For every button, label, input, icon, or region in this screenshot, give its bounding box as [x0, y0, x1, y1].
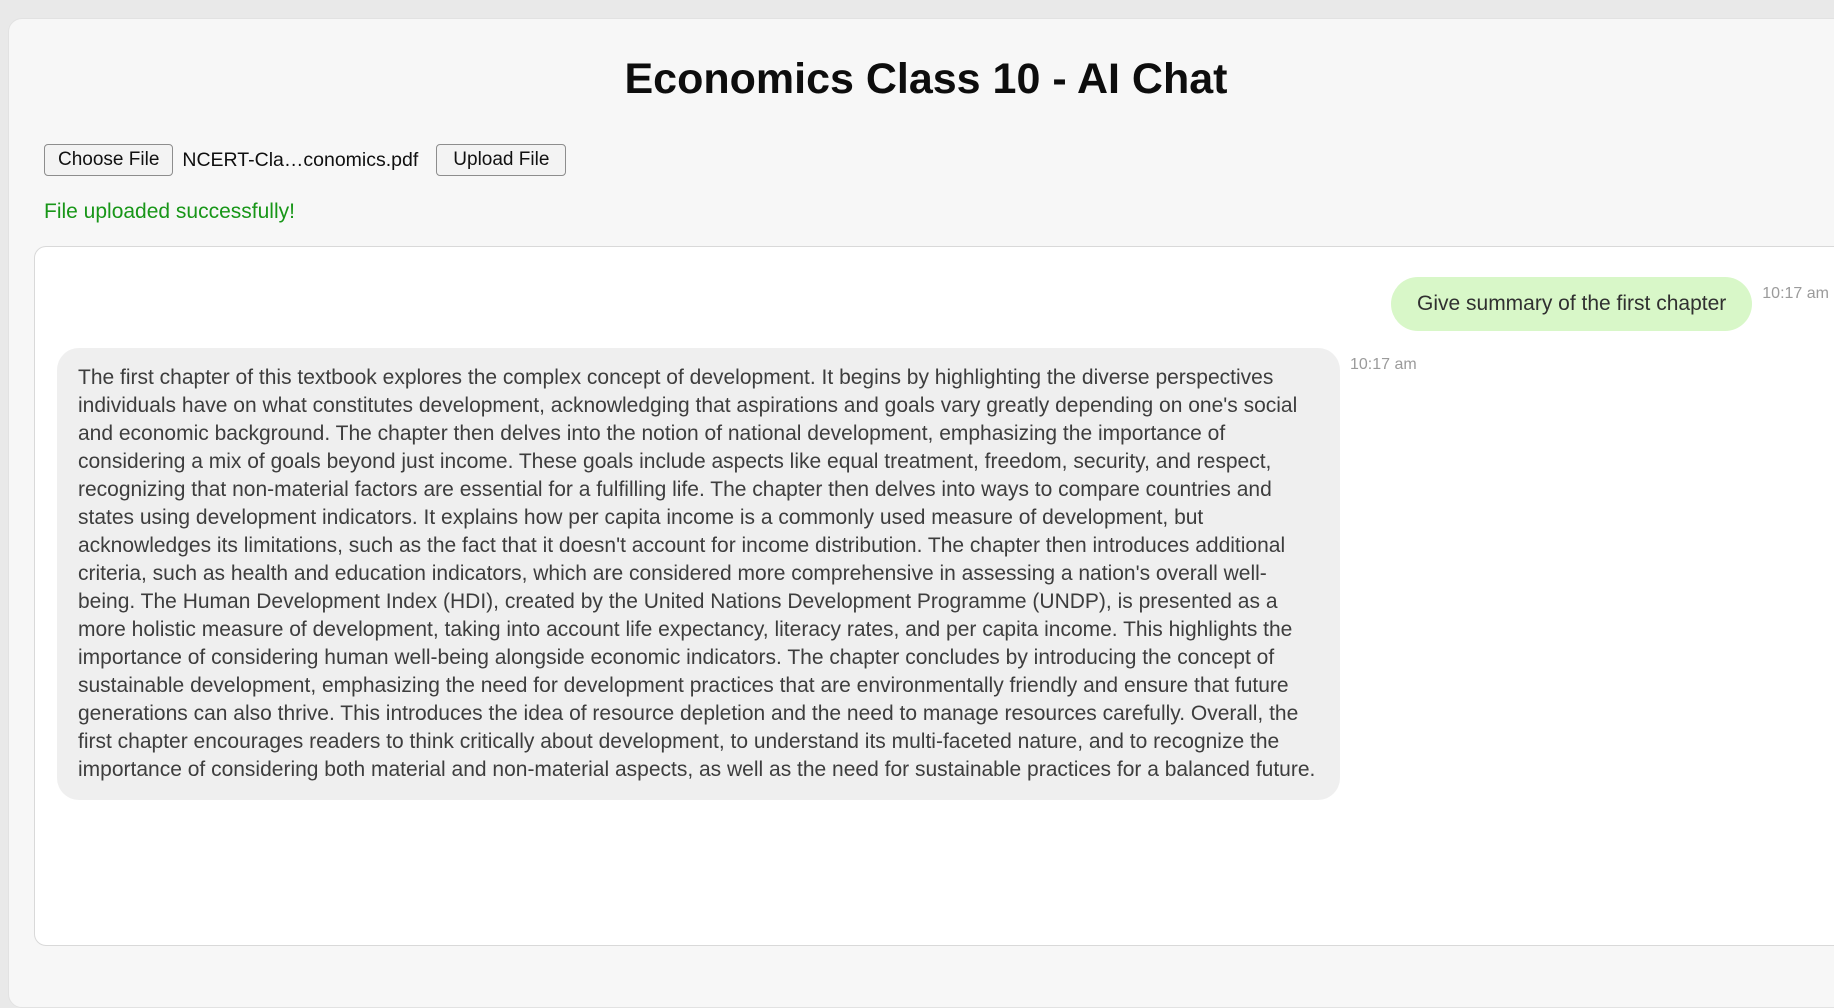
chat-message-assistant [57, 348, 1829, 800]
user-message-timestamp: 10:17 am [1762, 285, 1829, 303]
upload-file-button[interactable]: Upload File [436, 144, 566, 176]
chat-message-user [57, 277, 1829, 331]
choose-file-button[interactable]: Choose File [44, 144, 173, 176]
upload-status-message: File uploaded successfully! [44, 200, 295, 224]
app-panel [8, 18, 1834, 1008]
assistant-message-timestamp: 10:17 am [1350, 356, 1417, 374]
chat-message-list[interactable] [34, 246, 1834, 946]
file-upload-row [44, 144, 1834, 176]
assistant-message-bubble: The first chapter of this textbook explores the complex concept of development. It begins by highlighting the diverse perspectives individuals have on what constitutes development, acknowledging that aspirations and goals vary greatly depending on one's social and economic background. The chapter then delves into the notion of national development, emphasizing the importance of considering a mix of goals beyond just income. These goals include aspects like equal treatment, freedom, security, and respect, recognizing that non-material factors are essential for a fulfilling life. The chapter then delves into ways to compare countries and states using development indicators. It explains how per capita income is a commonly used measure of development, but acknowledges its limitations, such as the fact that it doesn't account for income distribution. The chapter then introduces additional criteria, such as health and education indicators, which are considered more comprehensive in assessing a nation's overall well-being. The Human Development Index (HDI), created by the United Nations Development Programme (UNDP), is presented as a more holistic measure of development, taking into account life expectancy, literacy rates, and per capita income. This highlights the importance of considering human well-being alongside economic indicators. The chapter concludes by introducing the concept of sustainable development, emphasizing the need for development practices that are environmentally friendly and ensure that future generations can also thrive. This introduces the idea of resource depletion and the need to manage resources carefully. Overall, the first chapter encourages readers to think critically about development, to understand its multi-faceted nature, and to recognize the importance of considering both material and non-material aspects, as well as the need for sustainable practices for a balanced future. [57, 348, 1340, 800]
selected-file-name: NCERT-Cla…conomics.pdf [182, 148, 419, 171]
file-input[interactable] [44, 144, 418, 176]
user-message-bubble: Give summary of the first chapter [1391, 277, 1752, 331]
page-title: Economics Class 10 - AI Chat [624, 55, 1228, 103]
